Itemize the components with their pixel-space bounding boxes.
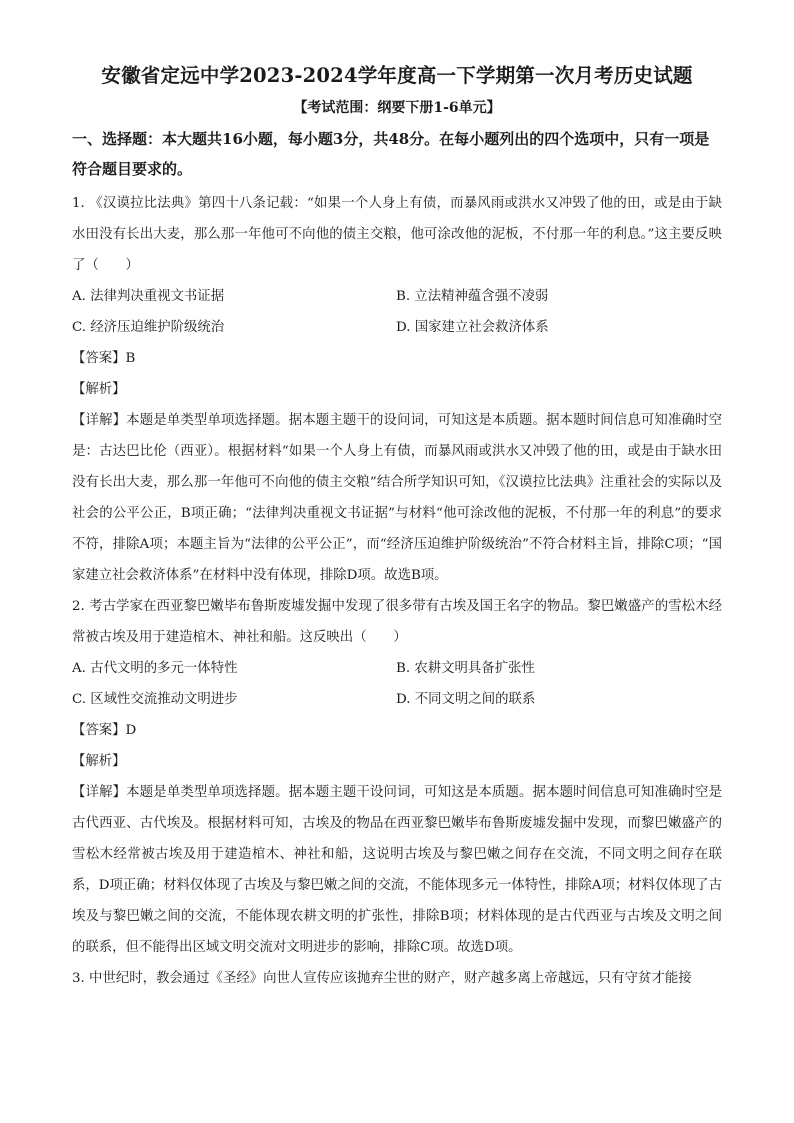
option-d: D. 不同文明之间的联系 xyxy=(396,692,536,707)
exam-scope: 【考试范围：纲要下册1-6单元】 xyxy=(293,100,501,116)
analysis-label: 【解析】 xyxy=(72,382,126,397)
page-title: 安徽省定远中学2023-2024学年度高一下学期第一次月考历史试题 xyxy=(101,64,693,87)
option-d: D. 国家建立社会救济体系 xyxy=(396,320,549,335)
question-2 xyxy=(72,591,722,963)
question-stem: 3. 中世纪时，教会通过《圣经》向世人宣传应该抛弃尘世的财产，财产越多离上帝越远，只有守贫才能接 xyxy=(72,971,692,986)
detail-explanation: 【详解】本题是单类型单项选择题。据本题主题干设问词，可知这是本质题。据本题时间信息可知准确时空是古代西亚、古代埃及。根据材料可知，古埃及的物品在西亚黎巴嫩毕布鲁斯废墟发掘中发现，而黎巴嫩盛产的雪松木经常被古埃及用于建造棺木、神社和船，这说明古埃及与黎巴嫩之间存在交流，不同文明之间存在联系，D项正确；材料仅体现了古埃及与黎巴嫩之间的交流，不能体现多元一体特性，排除A项；材料仅体现了古埃及与黎巴嫩之间的交流，不能体现农耕文明的扩张性，排除B项；材料体现的是古代西亚与古埃及文明之间的联系，但不能得出区域文明交流对文明进步的影响，排除C项。故选D项。 xyxy=(72,785,722,955)
question-3 xyxy=(72,963,722,994)
section-heading: 一、选择题：本大题共16小题，每小题3分，共48分。在每小题列出的四个选项中，只有一项是符合题目要求的。 xyxy=(72,130,710,178)
answer-label: 【答案】B xyxy=(72,351,136,366)
option-a: A. 法律判决重视文书证据 xyxy=(72,289,225,304)
question-stem: 2. 考古学家在西亚黎巴嫩毕布鲁斯废墟发掘中发现了很多带有古埃及国王名字的物品。黎巴嫩盛产的雪松木经常被古埃及用于建造棺木、神社和船。这反映出（ ） xyxy=(72,599,722,645)
option-c: C. 区域性交流推动文明进步 xyxy=(72,692,238,707)
option-list xyxy=(72,281,722,343)
question-1 xyxy=(72,188,722,591)
option-b: B. 农耕文明具备扩张性 xyxy=(396,661,535,676)
answer-label: 【答案】D xyxy=(72,723,137,738)
question-stem: 1. 《汉谟拉比法典》第四十八条记载：“如果一个人身上有债，而暴风雨或洪水又冲毁了他的田，或是由于缺水田没有长出大麦，那么那一年他可不向他的债主交粮，他可涂改他的泥板，不付那一年的利息。”这主要反映了（ ） xyxy=(72,196,722,273)
option-b: B. 立法精神蕴含强不凌弱 xyxy=(396,289,549,304)
option-a: A. 古代文明的多元一体特性 xyxy=(72,661,238,676)
option-c: C. 经济压迫维护阶级统治 xyxy=(72,320,225,335)
analysis-label: 【解析】 xyxy=(72,754,126,769)
detail-explanation: 【详解】本题是单类型单项选择题。据本题主题干的设问词，可知这是本质题。据本题时间信息可知准确时空是：古达巴比伦（西亚）。根据材料“如果一个人身上有债，而暴风雨或洪水又冲毁了他的田，或是由于缺水田没有长出大麦，那么那一年他可不向他的债主交粮”结合所学知识可知，《汉谟拉比法典》注重社会的实际以及社会的公平公正，B项正确；“法律判决重视文书证据”与材料“他可涂改他的泥板，不付那一年的利息”的要求不符，排除A项；本题主旨为“法律的公平公正”，而“经济压迫维护阶级统治”不符合材料主旨，排除C项；“国家建立社会救济体系”在材料中没有体现，排除D项。故选B项。 xyxy=(72,413,722,583)
option-list xyxy=(72,653,722,715)
exam-page xyxy=(72,62,722,994)
